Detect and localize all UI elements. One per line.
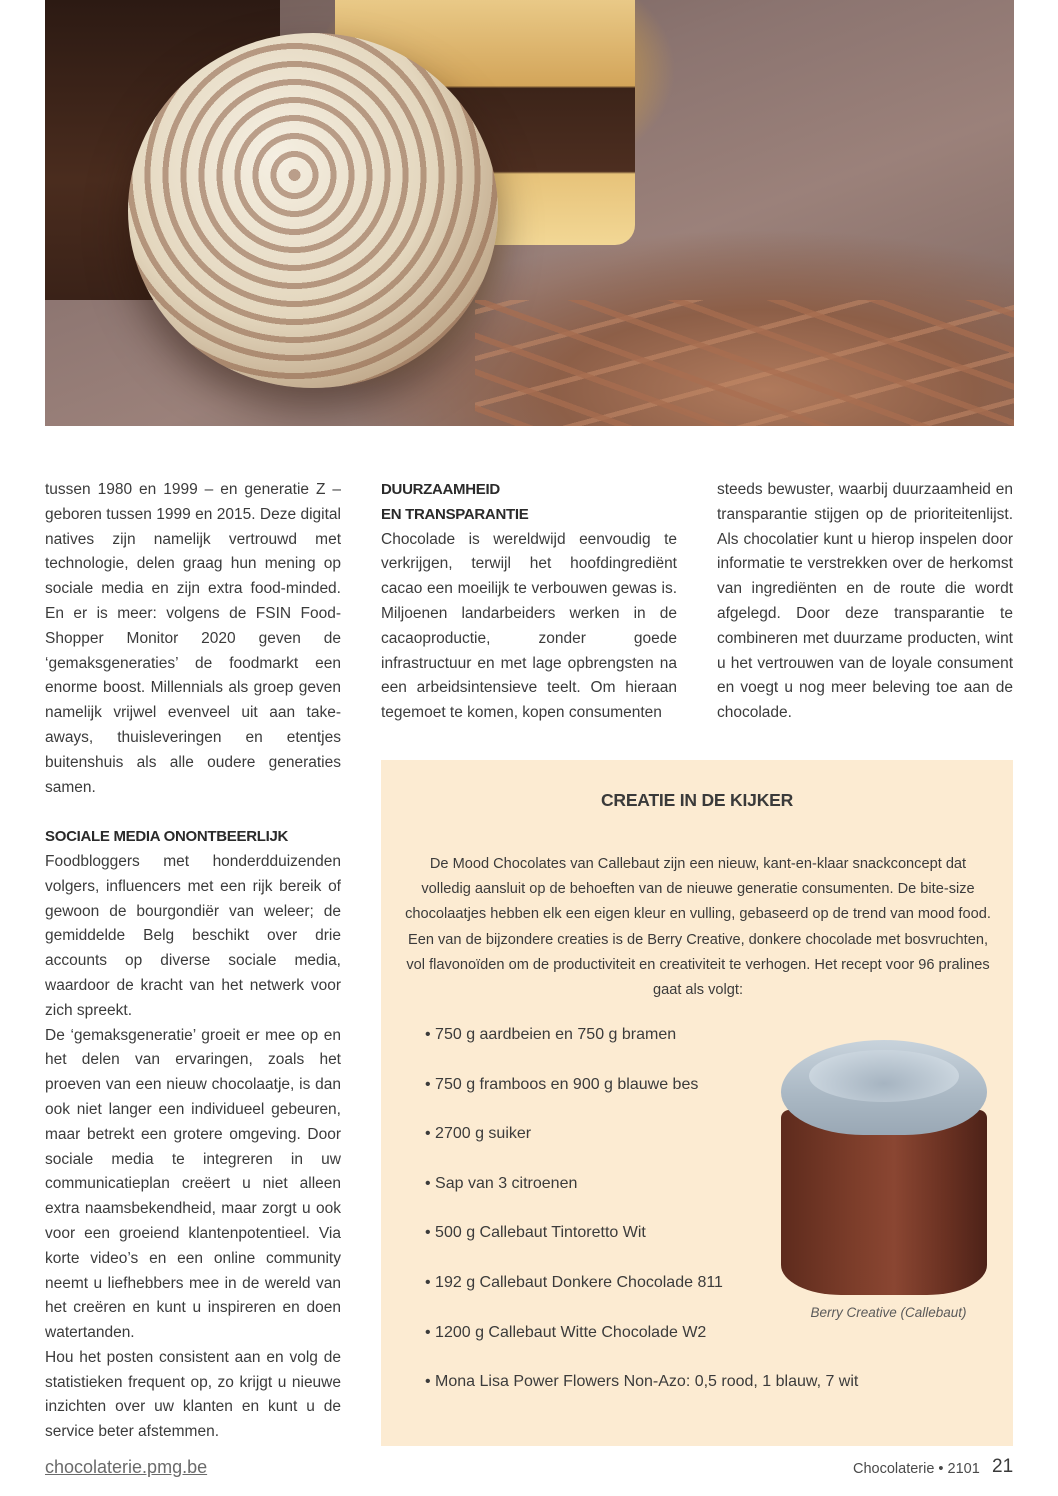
recipe-box xyxy=(381,760,1013,1446)
chocolate-shavings xyxy=(475,300,1014,426)
box-title: CREATIE IN DE KIJKER xyxy=(600,790,794,810)
column-left xyxy=(45,478,341,1445)
paragraph: De ‘gemaksgeneratie’ groeit er mee op en het delen van ervaringen, zoals het proeven van een nieuw chocolaatje, is dan ook niet langer een individueel gebeuren, maar betrekt een grotere omgeving. Door sociale media te integreren in uw communicatieplan creëert u niet alleen extra naamsbekendheid, maar zorgt u ook voor een groeiend klantenpotentieel. Via korte video’s en een online community neemt u liefhebbers mee in de wereld van het creëren en kunt u inspireren en doen watertanden. xyxy=(45,1026,341,1342)
section-heading: SOCIALE MEDIA ONONTBEERLIJK xyxy=(45,828,289,846)
paragraph: tussen 1980 en 1999 – en generatie Z – geboren tussen 1999 en 2015. Deze digital natives zijn namelijk vertrouwd met technologie, delen graag hun mening op sociale media en zijn extra food-minded. En er is meer: volgens de FSIN Food-Shopper Monitor 2020 geven de ‘gemaksgeneraties’ de foodmarkt een enorme boost. Millennials als groep geven namelijk vrijwel evenveel uit aan take-aways, thuisleveringen en etentjes buitenshuis als alle oudere generaties samen. xyxy=(45,481,341,796)
list-item: • 2700 g suiker xyxy=(425,1124,858,1174)
list-item: • 750 g aardbeien en 750 g bramen xyxy=(425,1025,858,1075)
hero-photo xyxy=(45,0,1014,426)
section-heading: DUURZAAMHEID xyxy=(381,481,500,498)
paragraph: Hou het posten consistent aan en volg de statistieken frequent op, zo krijgt u nieuwe inzichten over uw klanten en kunt u de service beter afstemmen. xyxy=(45,1348,341,1441)
paragraph: Foodbloggers met honderdduizenden volgers, influencers met een rijk bereik of gewoon de bourgondiër van weleer; de gemiddelde Belg beschikt over drie accounts op diverse sociale media, waardoor de kracht van het netwerk voor zich spreekt. xyxy=(45,852,341,1019)
praline-base xyxy=(781,1110,987,1295)
list-item: • 500 g Callebaut Tintoretto Wit xyxy=(425,1223,858,1273)
list-item: • 750 g framboos en 900 g blauwe bes xyxy=(425,1075,858,1125)
page-number: 21 xyxy=(992,1456,1014,1477)
photo-caption: Berry Creative (Callebaut) xyxy=(810,1305,967,1320)
paragraph: steeds bewuster, waarbij duurzaamheid en transparantie stijgen op de prioriteitenlijst. Als chocolatier kunt u hierop inspelen door informatie te verstrekken over de herkomst van ingrediënten en de route die wordt afgelegd. Door deze transparantie te combineren met duurzame producten, wint u het vertrouwen van de loyale consument en voegt u nog meer beleving toe aan de chocolade. xyxy=(717,481,1013,722)
truffle-icon xyxy=(128,33,498,388)
column-middle xyxy=(381,478,677,726)
column-right xyxy=(717,478,1013,726)
list-item: • 192 g Callebaut Donkere Chocolade 811 xyxy=(425,1273,858,1323)
list-item: • 1200 g Callebaut Witte Chocolade W2 xyxy=(425,1323,858,1373)
list-item: • Sap van 3 citroenen xyxy=(425,1174,858,1224)
box-intro: De Mood Chocolates van Callebaut zijn een nieuw, kant-en-klaar snackconcept dat volledig aansluit op de behoeften van de nieuwe generatie consumenten. De bite-size chocolaatjes hebben elk een eigen kleur en vulling, gebaseerd op de trend van mood food. Een van de bijzondere creaties is de Berry Creative, donkere chocolade met bosvruchten, vol flavonoïden om de productiviteit en creativiteit te verhogen. Het recept voor 96 pralines gaat als volgt: xyxy=(405,856,991,999)
footer-website-link[interactable]: chocolaterie.pmg.be xyxy=(45,1457,208,1477)
list-item: • Mona Lisa Power Flowers Non-Azo: 0,5 rood, 1 blauw, 7 wit xyxy=(425,1372,858,1422)
praline-photo xyxy=(779,1040,991,1300)
footer-magazine: Chocolaterie • 2101 xyxy=(853,1461,980,1477)
section-heading: EN TRANSPARANTIE xyxy=(381,505,529,523)
paragraph: Chocolade is wereldwijd eenvoudig te verkrijgen, terwijl het hoofdingrediënt cacao een moeilijk te verbouwen gewas is. Miljoenen landarbeiders werken in de cacaoproductie, zonder goede infrastructuur en met lage opbrengsten na een arbeidsintensieve teelt. Om hieraan tegemoet te komen, kopen consumenten xyxy=(381,530,677,722)
praline-bowl xyxy=(809,1050,959,1102)
